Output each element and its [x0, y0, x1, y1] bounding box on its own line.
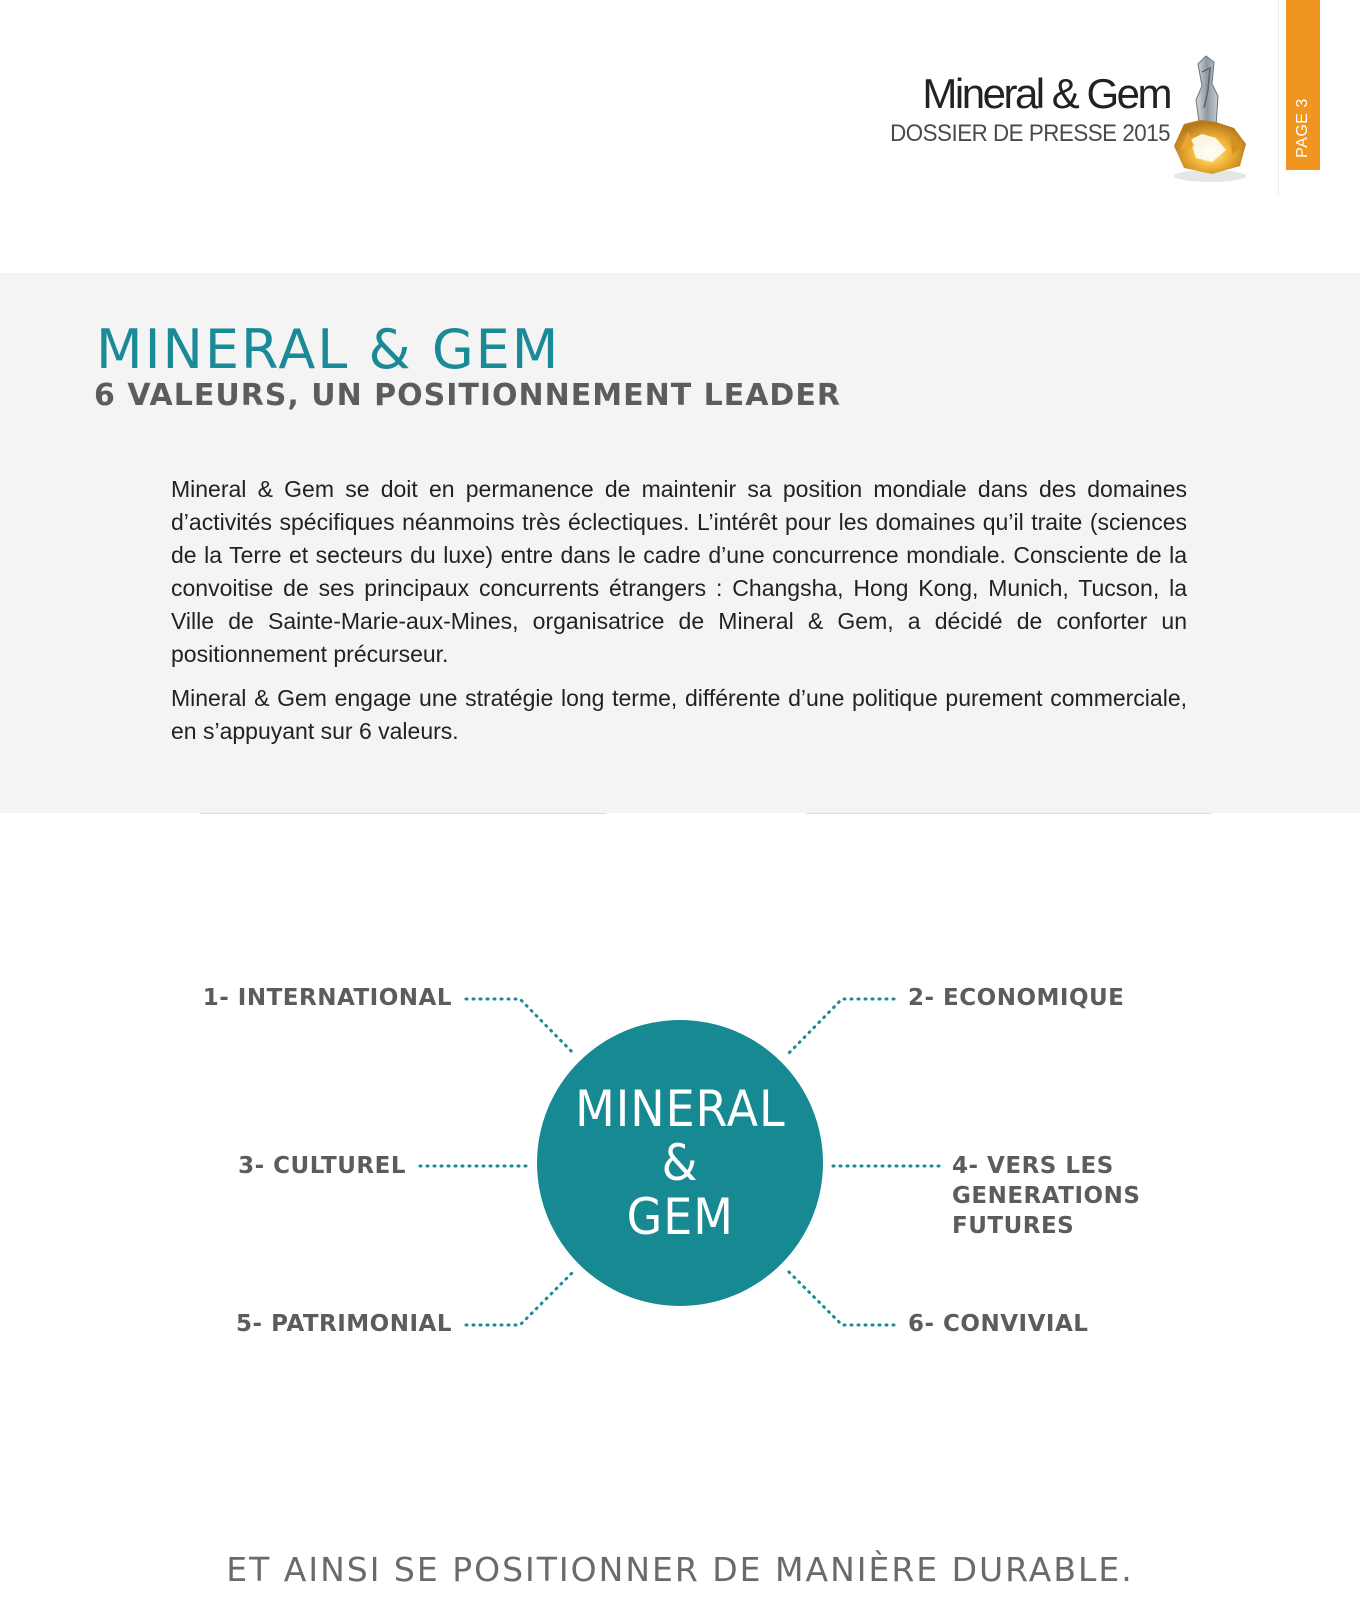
connector-patrimonial: [466, 1271, 574, 1325]
circle-text-line: MINERAL: [574, 1080, 786, 1138]
mineral-specimen-image: [1160, 50, 1260, 185]
logo-subtitle: DOSSIER DE PRESSE 2015: [889, 120, 1170, 147]
connector-economique: [788, 999, 894, 1054]
divider-left: [200, 813, 606, 814]
value-convivial: 6- CONVIVIAL: [908, 1311, 1089, 1337]
logo-title: Mineral & Gem: [922, 70, 1170, 117]
intro-paragraph: Mineral & Gem se doit en permanence de maintenir sa position mondiale dans des domaines d’activités spécifiques néanmoins très éclectiques. L’intérêt pour les domaines qu’il traite (sciences de la Terre et secteurs du luxe) entre dans le cadre d’une concurrence mondiale. Consciente de la convoitise de ses principaux concurrents étrangers : Changsha, Hong Kong, Munich, Tucson, la Ville de Sainte-Marie-aux-Mines, organisatrice de Mineral & Gem, a décidé de conforter un positionnement précurseur.: [171, 476, 1187, 667]
center-circle: [537, 1020, 823, 1306]
page-tab: [1286, 0, 1320, 170]
intro-panel: [0, 273, 1360, 813]
value-patrimonial: 5- PATRIMONIAL: [236, 1311, 452, 1337]
intro-body: [171, 473, 1187, 759]
page-number: PAGE 3: [1294, 98, 1311, 158]
value-culturel: 3- CULTUREL: [238, 1153, 406, 1179]
header-logo: [870, 70, 1170, 160]
circle-text-line: GEM: [626, 1188, 734, 1246]
connector-international: [466, 999, 574, 1054]
divider-right: [806, 813, 1212, 814]
value-economique: 2- ECONOMIQUE: [908, 985, 1125, 1011]
intro-paragraph: Mineral & Gem engage une stratégie long terme, différente d’une politique purement commerciale, en s’appuyant sur 6 valeurs.: [171, 685, 1187, 744]
values-diagram: [0, 940, 1360, 1360]
header-rule: [1278, 0, 1279, 195]
connector-convivial: [788, 1271, 894, 1325]
value-generations-futures: 4- VERS LES GENERATIONS FUTURES: [952, 1153, 1141, 1239]
page-title: MINERAL & GEM: [96, 318, 561, 381]
value-international: 1- INTERNATIONAL: [202, 985, 452, 1011]
circle-text-line: &: [661, 1134, 699, 1192]
closing-statement: ET AINSI SE POSITIONNER DE MANIÈRE DURABLE.: [226, 1550, 1134, 1589]
page-subtitle: 6 VALEURS, UN POSITIONNEMENT LEADER: [94, 378, 841, 413]
